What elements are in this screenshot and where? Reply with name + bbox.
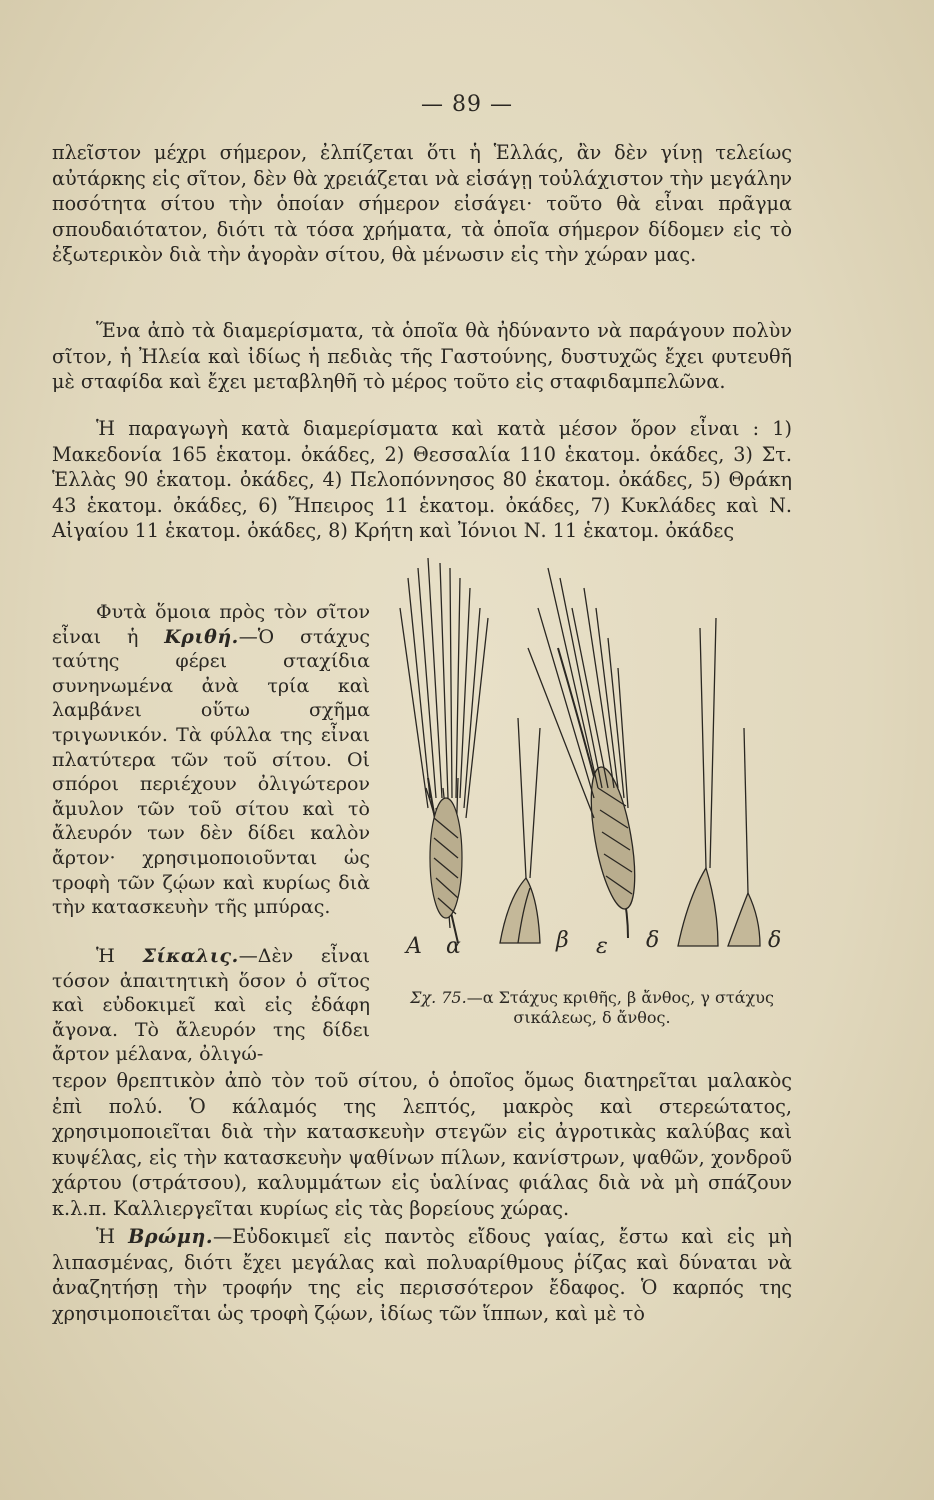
page-number: — 89 — xyxy=(421,92,513,117)
paragraph-ilia: Ἕνα ἀπὸ τὰ διαμερίσματα, τὰ ὁποῖα θὰ ἠδύναντο νὰ παράγουν πολὺν σῖτον, ἡ Ἠλεία καὶ ἰδίως ἡ πεδιὰς τῆς Γαστούνης, δυστυχῶς ἔχει φυτευθῆ μὲ σταφίδα καὶ ἔχει μεταβληθῆ τὸ μέρος τοῦτο εἰς σταφιδαμπελῶνα. xyxy=(52,319,792,394)
barley-intro: Φυτὰ ὅμοια πρὸς τὸν σῖτον εἶναι ἡ xyxy=(52,601,370,648)
barley-term: Κριθή. xyxy=(164,625,239,648)
caption-number: Σχ. 75. xyxy=(410,988,467,1007)
paragraph-oats xyxy=(52,1224,792,1326)
paragraph-barley xyxy=(52,600,370,920)
oats-term: Βρώμη. xyxy=(128,1225,213,1248)
rye-text-narrow: —Δὲν εἶναι τόσον ἀπαιτητικὴ ὅσον ὁ σῖτος καὶ εὐδοκιμεῖ καὶ εἰς ἐδάφη ἄγονα. Τὸ ἄλευρόν της δίδει ἄρτον μέλανα, ὀλιγώ- xyxy=(52,945,370,1066)
oats-text: —Εὐδοκιμεῖ εἰς παντὸς εἴδους γαίας, ἔστω καὶ εἰς μὴ λιπασμένας, διότι ἔχει μεγάλας καὶ πολυαρίθμους ῥίζας καὶ δύναται νὰ ἀναζητήσῃ τὴν τροφήν της εἰς περισσότερον ἔδαφος. Ὁ καρπός της χρησιμοποιεῖται ὡς τροφὴ ζῴων, ἰδίως τῶν ἵππων, καὶ μὲ τὸ xyxy=(52,1225,793,1325)
figure-label-delta-1: δ xyxy=(646,928,660,953)
paragraph-rye-start xyxy=(52,944,370,1067)
paragraph-production xyxy=(52,416,792,544)
oats-intro: Ἡ xyxy=(96,1225,129,1248)
figure-75 xyxy=(388,548,800,968)
figure-label-epsilon: ε xyxy=(596,934,608,959)
rye-intro: Ἡ xyxy=(96,945,143,967)
figure-label-A: A xyxy=(406,934,422,959)
figure-caption xyxy=(392,988,792,1028)
production-text: Ἡ παραγωγὴ κατὰ διαμερίσματα καὶ κατὰ μέσον ὅρον εἶναι : 1) Μακεδονία 165 ἑκατομ. ὀκάδες, 2) Θεσσαλία 110 ἑκατομ. ὀκάδες, 3) Στ. Ἑλλὰς 90 ἑκατομ. ὀκάδες, 4) Πελοπόννησος 80 ἑκατομ. ὀκάδες, 5) Θράκη 43 ἑκατομ. ὀκάδες, 6) Ἤπειρος 11 ἑκατομ. ὀκάδες, 7) Κυκλάδες καὶ Ν. Αἰγαίου 11 ἑκατομ. ὀκάδες, 8) Κρήτη καὶ Ἰόνιοι Ν. 11 ἑκατομ. ὀκάδες xyxy=(52,417,792,543)
barley-text: —Ὁ στάχυς ταύτης φέρει σταχίδια συνηνωμένα ἀνὰ τρία καὶ λαμβάνει οὕτω σχῆμα τριγωνικόν. Τὰ φύλλα της εἶναι πλατύτερα τῶν τοῦ σίτου. Οἱ σπόροι περιέχουν ὀλιγώτερον ἄμυλον τῶν τοῦ σίτου καὶ τὸ ἄλευρόν των δὲν δίδει καλὸν ἄρτον· χρησιμοποιοῦνται ὡς τροφὴ τῶν ζῴων καὶ κυρίως διὰ τὴν κατασκευὴν τῆς μπύρας. xyxy=(52,625,370,919)
rye-flower-icon xyxy=(678,618,760,946)
rye-term: Σίκαλις. xyxy=(142,945,239,967)
paragraph-wheat-import: πλεῖστον μέχρι σήμερον, ἐλπίζεται ὅτι ἡ Ἑλλάς, ἂν δὲν γίνῃ τελείως αὐτάρκης εἰς σῖτον, δὲν θὰ χρειάζεται νὰ εἰσάγῃ τοὐλάχιστον τὴν μεγάλην ποσότητα σίτου τὴν ὁποίαν σήμερον εἰσάγει· τοῦτο θὰ εἶναι πρᾶγμα σπουδαιότατον, διότι τὰ τόσα χρήματα, τὰ ὁποῖα σήμερον δίδομεν εἰς τὸ ἐξωτερικὸν διὰ τὴν ἀγορὰν σίτου, θὰ μένωσιν εἰς τὴν χώραν μας. xyxy=(52,141,792,267)
barley-flower-icon xyxy=(500,718,540,943)
caption-text: —α Στάχυς κριθῆς, β ἄνθος, γ στάχυς σικάλεως, δ ἄνθος. xyxy=(466,988,774,1027)
figure-label-alpha: α xyxy=(446,934,461,959)
paragraph-rye-continued: τερον θρεπτικὸν ἀπὸ τὸν τοῦ σίτου, ὁ ὁποῖος ὅμως διατηρεῖται μαλακὸς ἐπὶ πολύ. Ὁ κάλαμός της λεπτός, μακρὸς καὶ στερεώτατος, χρησιμοποιεῖται διὰ τὴν κατασκευὴν στεγῶν εἰς ἀγροτικὰς καλύβας καὶ κυψέλας, εἰς τὴν κατασκευὴν ψαθίνων πίλων, κανίστρων, ψαθῶν, χονδροῦ χάρτου (στράτσου), καλυμμάτων εἰς ὑαλίνας φιάλας διὰ νὰ μὴ σπάζουν κ.λ.π. Καλλιεργεῖται κυρίως εἰς τὰς βορείους χώρας. xyxy=(52,1069,792,1220)
figure-label-beta: β xyxy=(556,928,569,953)
figure-label-delta-2: δ xyxy=(768,928,782,953)
figure-illustration xyxy=(388,548,800,968)
barley-ear-icon xyxy=(400,558,488,943)
rye-ear-icon xyxy=(528,568,643,938)
